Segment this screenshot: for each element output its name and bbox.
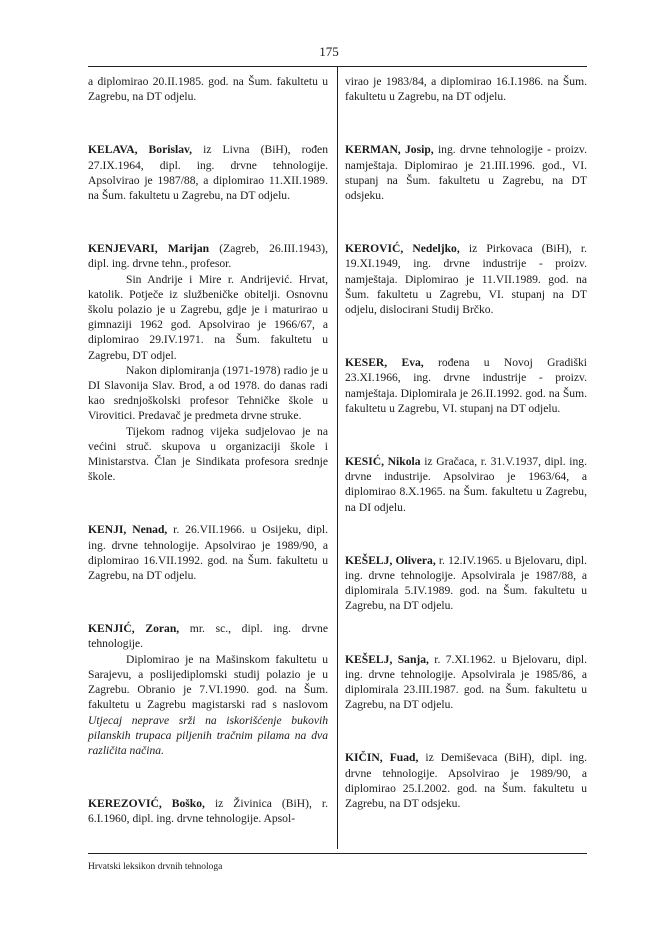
entry-kesic — [345, 454, 587, 515]
entry-text: iz Demiševaca (BiH), dipl. ing. drvne tehnologije. Apsolvirao je 1989/90, a diplomirao 25.I.2002. god. na Šum. fakultetu u Zagrebu, na DT odsjeku. — [345, 751, 587, 811]
entry-text: mr. sc., dipl. ing. drvne tehnologije. — [88, 622, 328, 651]
entry-text: rođena u Novoj Gradiški 23.XI.1966, ing. drvne industrije - proizv. namještaja. Diplomirala je 26.II.1992. god. na Šum. fakultetu u Zagrebu, VI. stupanj na DT odjelu. — [345, 356, 587, 415]
entry-keselj-olivera — [345, 553, 587, 614]
entry-text: (Zagreb, 26.III.1943), dipl. ing. drvne tehn., profesor. — [88, 242, 328, 271]
entry-kerman — [345, 142, 587, 203]
page-number: 175 — [319, 44, 339, 59]
entry-name: KELAVA, Borislav, — [88, 143, 193, 157]
entry-name: KIČIN, Fuad, — [345, 751, 419, 765]
entry-name: KEŠELJ, Olivera, — [345, 553, 436, 567]
entry-text: r. 12.IV.1965. u Bjelovaru, dipl. ing. drvne tehnologije. Apsolvirala je 1987/88, a diplomirala 5.IV.1989. god. na Šum. fakultetu u Zagrebu, na DT odjelu. — [345, 553, 587, 613]
entry-kerezovic — [88, 796, 328, 826]
entry-paragraph: Sin Andrije i Mire r. Andrijević. Hrvat, katolik. Potječe iz službeničke obitelji. Osnovnu školu polazio je u Zagrebu, gdje je i maturirao u gimnaziji 1962 god. Apsolvirao je 1966/67, a diplomirao 29.IV.1971. na Šum. fakultetu u Zagrebu, DT odjel. — [88, 272, 328, 362]
entry-paragraph: Tijekom radnog vijeka sudjelovao je na većini struč. skupova u organizaciji škole i Ministarstva. Član je Sindikata profesora srednje škole. — [88, 424, 328, 484]
entry-paragraph: Nakon diplomiranja (1971-1978) radio je u DI Slavonija Slav. Brod, a od 1978. do danas radi kao srednjoškolski profesor Tehničke škole u Virovitici. Predavač je predmeta drvne struke. — [88, 363, 328, 423]
footer-title: Hrvatski leksikon drvnih tehnologa — [88, 862, 223, 872]
thesis-title: Utjecaj neprave srži na iskorišćenje bukovih pilanskih trupaca piljenih tračnim pilama na dva različita načina. — [88, 713, 328, 757]
entry-paragraph — [88, 652, 328, 758]
left-column — [88, 74, 328, 861]
entry-continuation — [345, 74, 587, 104]
entry-keselj-sanja — [345, 652, 587, 713]
entry-name: KENJI, Nenad, — [88, 523, 168, 537]
entry-kelava — [88, 142, 328, 203]
entry-name: KEREZOVIĆ, Boško, — [88, 797, 205, 811]
entry-text: r. 26.VII.1966. u Osijeku, dipl. ing. drvne tehnologije. Apsolvirao je 1989/90, a diplomirao 16.VII.1992. god. na Šum. fakultetu u Zagrebu, na DT odjelu. — [88, 523, 328, 583]
entry-kenji — [88, 522, 328, 583]
entry-text: iz Živinica (BiH), r. 6.I.1960, dipl. ing. drvne tehnologije. Apsol- — [88, 797, 328, 826]
entry-name: KENJIĆ, Zoran, — [88, 622, 180, 636]
entry-text: iz Livna (BiH), rođen 27.IX.1964, dipl. ing. drvne tehnologije. Apsolvirao je 1987/88, a diplomirao 11.XII.1989. na Šum. fakultetu u Zagrebu, na DT odjelu. — [88, 143, 328, 203]
entry-text: ing. drvne tehnologije - proizv. namještaja. Diplomirao je 21.III.1996. god., VI. stupanj na Šum. fakultetu u Zagrebu, na DT odsjeku. — [345, 143, 587, 203]
column-divider — [337, 67, 338, 849]
entry-name: KENJEVARI, Marijan — [88, 242, 210, 256]
entry-keser — [345, 355, 587, 416]
entry-name: KESIĆ, Nikola — [345, 455, 421, 469]
entry-text: iz Gračaca, r. 31.V.1937, dipl. ing. drvne industrije. Apsolvirao je 1963/64, a diplomirao 8.X.1965. na Šum. fakultetu u Zagrebu, na DI odjelu. — [345, 455, 587, 514]
entry-name: KESER, Eva, — [345, 356, 424, 370]
entry-continuation — [88, 74, 328, 104]
entry-text: r. 7.XI.1962. u Bjelovaru, dipl. ing. drvne tehnologije. Apsolvirala je 1985/86, a diplomirala 23.III.1987. god. na Šum. fakultetu u Zagrebu, na DT odjelu. — [345, 652, 588, 712]
entry-text: Diplomirao je na Mašinskom fakultetu u Sarajevu, a poslijediplomski studij polazio je u Zagrebu. Obranio je 7.VI.1990. god. na Šum. fakultetu u Zagrebu magistarski rad s naslovom — [88, 652, 328, 712]
entry-text: iz Pirkovaca (BiH), r. 19.XI.1949, ing. drvne industrije - proizv. namještaja. Diplomirao je 11.VII.1989. god. na Šum. fakultetu u Zagrebu, VI. stupanj na DT odjelu, dislocirani Studij Brčko. — [345, 242, 587, 317]
entry-name: KERMAN, Josip, — [345, 143, 434, 157]
entry-text: a diplomirao 20.II.1985. god. na Šum. fakultetu u Zagrebu, na DT odjelu. — [88, 75, 328, 104]
entry-text: virao je 1983/84, a diplomirao 16.I.1986. na Šum. fakultetu u Zagrebu, na DT odjelu. — [345, 75, 587, 104]
entry-name: KEROVIĆ, Nedeljko, — [345, 242, 460, 256]
entry-kenjevari — [88, 241, 328, 484]
entry-kicin — [345, 750, 587, 811]
footer-rule — [88, 853, 587, 854]
right-column — [345, 74, 587, 845]
entry-kenjic — [88, 621, 328, 758]
entry-kerovic — [345, 241, 587, 317]
entry-name: KEŠELJ, Sanja, — [345, 652, 429, 666]
